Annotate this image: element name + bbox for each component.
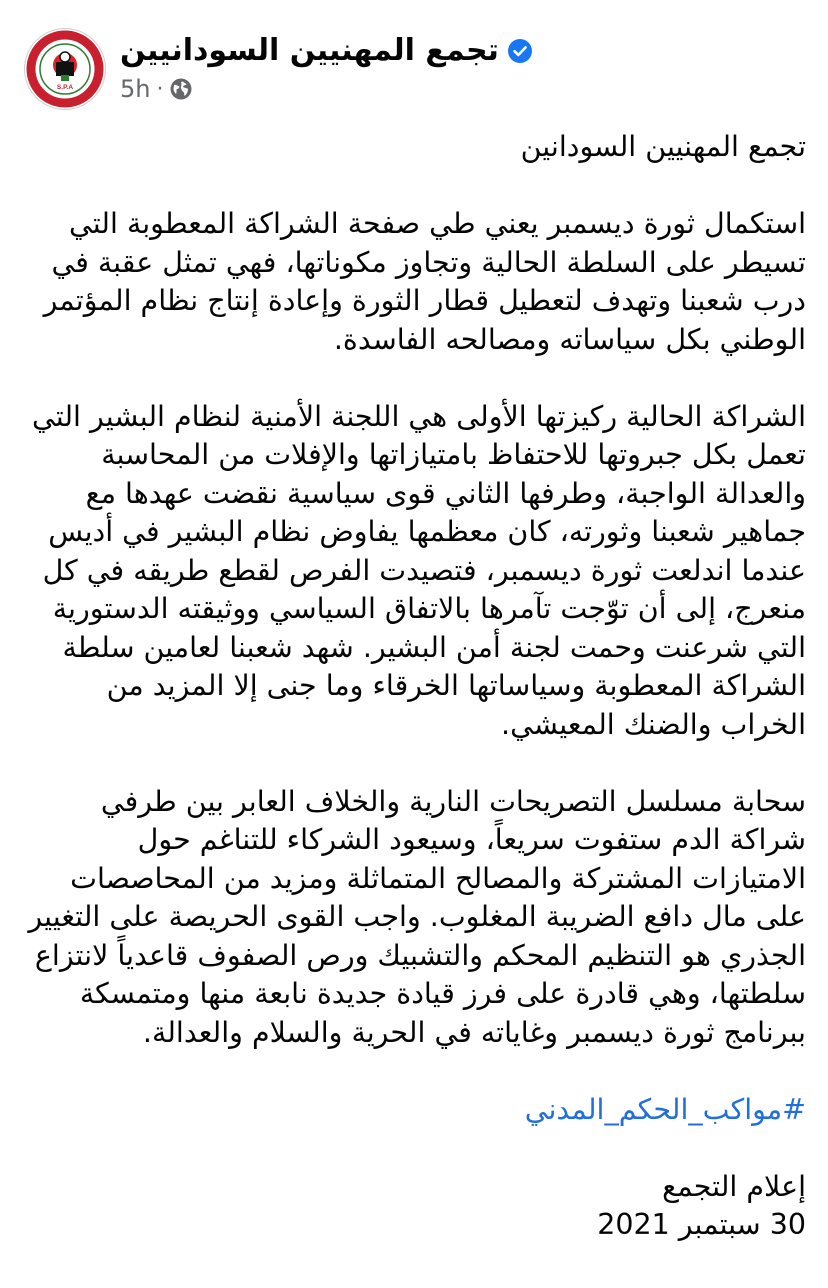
paragraph-spacer: [22, 167, 806, 206]
post-meta: [120, 75, 720, 103]
author-line: [120, 34, 720, 67]
page-name[interactable]: تجمع المهنيين السودانيين: [120, 33, 499, 68]
paragraph-spacer: [22, 359, 806, 398]
post-header: [24, 24, 804, 120]
spa-logo-icon: [25, 29, 105, 109]
post-body: [22, 128, 806, 1245]
post-heading: تجمع المهنيين السودانين: [520, 130, 806, 163]
meta-separator: ·: [156, 76, 164, 102]
author-block: [120, 34, 720, 103]
post-signature: إعلام التجمع: [662, 1169, 806, 1203]
paragraph-spacer: [22, 1129, 806, 1168]
post-paragraph-1: استكمال ثورة ديسمبر يعني طي صفحة الشراكة المعطوبة التي تسيطر على السلطة الحالية وتجاوز مكوناتها، فهي تمثل عقبة في درب شعبنا وتهدف لتعطيل قطار الثورة وإعادة إنتاج نظام المؤتمر الوطني بكل سياساته ومصالحه الفاسدة.: [43, 207, 806, 356]
globe-icon[interactable]: [169, 77, 193, 101]
post-paragraph-2: الشراكة الحالية ركيزتها الأولى هي اللجنة الأمنية لنظام البشير التي تعمل بكل جبروتها للاحتفاظ بامتيازاتها والإفلات من المحاسبة والعدالة الواجبة، وطرفها الثاني قوى سياسية نقضت عهدها مع جماهير شعبنا وثورته، كان معظمها يفاوض نظام البشير في أديس عندما اندلعت ثورة ديسمبر، فتصيدت الفرص لقطع طريقه في كل منعرج، إلى أن توّجت تآمرها بالاتفاق السياسي ووثيقته الدستورية التي شرعنت وحمت لجنة أمن البشير. شهد شعبنا لعامين سلطة الشراكة المعطوبة وسياساتها الخرقاء وما جنى إلا المزيد من الخراب والضنك المعيشي.: [32, 399, 806, 741]
post-timestamp[interactable]: 5h: [120, 75, 151, 103]
paragraph-spacer: [22, 744, 806, 783]
post-hashtag-line: [22, 1091, 806, 1130]
verified-badge-icon: [507, 38, 533, 64]
hashtag-link[interactable]: #مواكب_الحكم_المدني: [524, 1092, 806, 1126]
paragraph-spacer: [22, 1052, 806, 1091]
post-date: 30 سبتمبر 2021: [597, 1208, 806, 1241]
avatar-logo-text: S.P.A: [56, 84, 74, 91]
post-paragraph-3: سحابة مسلسل التصريحات النارية والخلاف العابر بين طرفي شراكة الدم ستفوت سريعاً، وسيعود الشركاء للتناغم حول الامتيازات المشتركة والمصالح المتماثلة ومزيد من المحاصصات على مال دافع الضريبة المغلوب. واجب القوى الحريصة على التغيير الجذري هو التنظيم المحكم والتشبيك ورص الصفوف قاعدياً لانتزاع سلطتها، وهي قادرة على فرز قيادة جديدة نابعة منها ومتمسكة ببرنامج ثورة ديسمبر وغاياته في الحرية والسلام والعدالة.: [28, 784, 806, 1049]
page-avatar[interactable]: [24, 28, 106, 110]
